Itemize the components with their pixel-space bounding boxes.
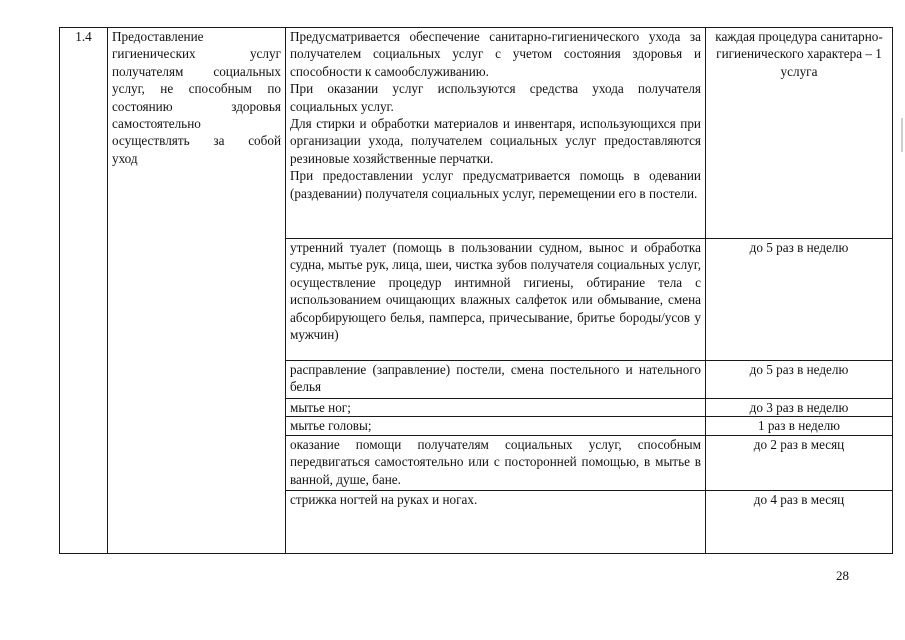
service-description-cell [286, 28, 706, 239]
subservice-text [286, 361, 706, 399]
services-table [59, 27, 893, 554]
description-paragraph: Для стирки и обработки материалов и инвентаря, использующихся при организации ухода, получателем социальных услуг предоставляются резиновые хозяйственные перчатки. [290, 116, 701, 166]
subservice-frequency: до 5 раз в неделю [706, 239, 893, 361]
subservice-text-paragraph: утренний туалет (помощь в пользовании судном, вынос и обработка судна, мытье рук, лица, шеи, чистка зубов получателя социальных услуг, осуществление процедур интимной гигиены, обтирание тела с использованием очищающих влажных салфеток или обмывание, смена абсорбирующего белья, памперса, причесывание, бритье бороды/усов у мужчин) [290, 240, 701, 343]
table-row [60, 28, 893, 239]
subservice-text [286, 239, 706, 361]
service-name-line: получателям социальных [112, 63, 281, 79]
subservice-frequency: до 2 раз в месяц [706, 435, 893, 490]
service-name-line: состоянию здоровья [112, 98, 281, 114]
subservice-text-paragraph: мытье ног; [290, 400, 351, 415]
subservice-text-paragraph: стрижка ногтей на руках и ногах. [290, 491, 478, 507]
subservice-text [286, 435, 706, 490]
subservice-frequency: 1 раз в неделю [706, 417, 893, 435]
description-paragraph: При предоставлении услуг предусматривается помощь в одевании (раздевании) получателя социальных услуг, перемещении его в постели. [290, 168, 701, 201]
description-frequency: каждая процедура санитарно-гигиенического характера – 1 услуга [706, 28, 893, 239]
subservice-text [286, 399, 706, 417]
page-number: 28 [836, 568, 849, 583]
subservice-frequency: до 5 раз в неделю [706, 361, 893, 399]
service-name-line: самостоятельно [112, 116, 201, 132]
subservice-frequency: до 3 раз в неделю [706, 399, 893, 417]
subservice-text-paragraph: мытье головы; [290, 418, 372, 434]
service-name-line: Предоставление [112, 29, 204, 44]
service-name-line: гигиенических услуг [112, 46, 281, 62]
service-name-line: осуществлять за собой [112, 133, 281, 149]
subservice-text-paragraph: расправление (заправление) постели, смена постельного и нательного белья [290, 362, 701, 395]
service-name-cell [108, 28, 286, 554]
subservice-text [286, 417, 706, 435]
service-name-line: услуг, не способным по [112, 81, 281, 97]
subservice-frequency: до 4 раз в месяц [706, 490, 893, 553]
description-paragraph: При оказании услуг используются средства ухода получателя социальных услуг. [290, 81, 701, 114]
subservice-text-paragraph: оказание помощи получателям социальных услуг, способным передвигаться самостоятельно или с посторонней помощью, в мытье в ванной, душе, бане. [290, 436, 701, 487]
scan-edge-mark [901, 118, 903, 152]
row-number: 1.4 [60, 28, 108, 554]
subservice-text [286, 490, 706, 553]
description-paragraph: Предусматривается обеспечение санитарно-гигиенического ухода за получателем социальных услуг с учетом состояния здоровья и способности к самообслуживанию. [290, 29, 701, 79]
service-name-line: уход [112, 150, 138, 166]
